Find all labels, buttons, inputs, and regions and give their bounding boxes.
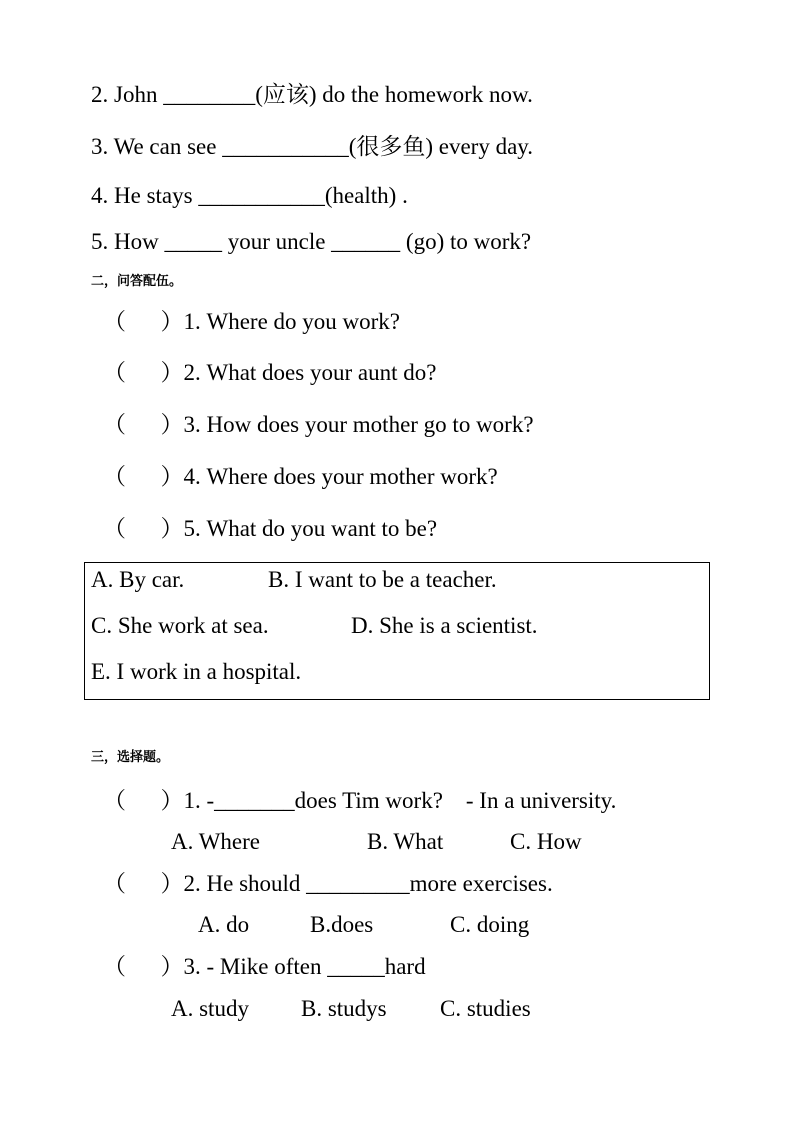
answer-option-a: A. By car. <box>91 567 185 592</box>
choice-1-option-c: C. How <box>510 829 582 854</box>
choice-question-3: （ ）3. - Mike often _____hard <box>103 954 426 979</box>
answer-option-e: E. I work in a hospital. <box>91 659 302 684</box>
answer-options-box <box>84 562 710 700</box>
choice-3-option-c: C. studies <box>440 996 531 1021</box>
section-heading-matching: 二，问答配伍。 <box>91 274 183 289</box>
choice-1-option-b: B. What <box>367 829 444 854</box>
choice-question-1: （ ）1. -_______does Tim work? - In a university. <box>103 788 617 813</box>
fill-in-item-3: 3. We can see ___________(很多鱼) every day. <box>91 134 534 159</box>
choice-3-option-b: B. studys <box>301 996 387 1021</box>
fill-in-item-5: 5. How _____ your uncle ______ (go) to work? <box>91 229 532 254</box>
choice-2-option-c: C. doing <box>450 912 530 937</box>
matching-question-4: （ ）4. Where does your mother work? <box>103 464 498 489</box>
matching-question-2: （ ）2. What does your aunt do? <box>103 360 437 385</box>
answer-option-b: B. I want to be a teacher. <box>268 567 497 592</box>
matching-question-1: （ ）1. Where do you work? <box>103 309 401 334</box>
matching-question-5: （ ）5. What do you want to be? <box>103 516 438 541</box>
choice-3-option-a: A. study <box>171 996 249 1021</box>
answer-option-d: D. She is a scientist. <box>351 613 538 638</box>
choice-2-option-b: B.does <box>310 912 374 937</box>
choice-2-option-a: A. do <box>198 912 250 937</box>
section-heading-multiple-choice: 三，选择题。 <box>91 750 170 765</box>
choice-question-2: （ ）2. He should _________more exercises. <box>103 871 553 896</box>
fill-in-item-4: 4. He stays ___________(health) . <box>91 183 408 208</box>
fill-in-item-2: 2. John ________(应该) do the homework now. <box>91 82 533 107</box>
matching-question-3: （ ）3. How does your mother go to work? <box>103 412 534 437</box>
answer-option-c: C. She work at sea. <box>91 613 269 638</box>
choice-1-option-a: A. Where <box>171 829 260 854</box>
